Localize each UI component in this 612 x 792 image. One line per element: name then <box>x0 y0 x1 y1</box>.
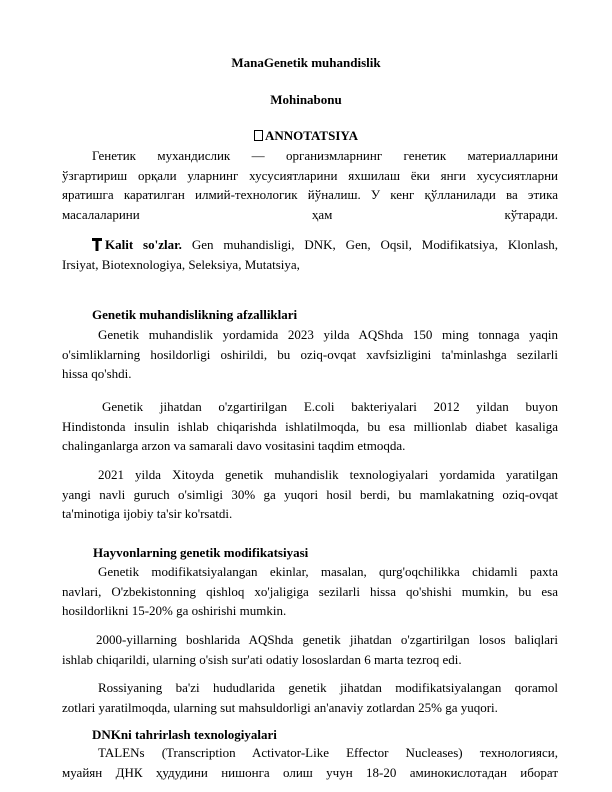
paragraph-line: hosildorlikni 15-20% ga oshirishi mumkin. <box>62 603 287 618</box>
annotation-line: Генетик мухандислик — организмларнинг генетик материалларини <box>92 148 558 163</box>
keywords-line <box>62 235 558 255</box>
keywords-line: Irsiyat, Biotexnologiya, Seleksiya, Mutatsiya, <box>62 256 300 272</box>
body-paragraph <box>62 630 558 669</box>
body-paragraph <box>62 465 558 524</box>
paragraph-line: o'simliklarning hosildorligi oshirildi, bu oziq-ovqat xavfsizligini ta'minlashga sezilarli <box>62 346 558 362</box>
paragraph-line: Hindistonda insulin ishlab chiqarishda ishlatilmoqda, bu esa millionlab diabet kasaliga <box>62 418 558 434</box>
paragraph-line: chalinganlarga arzon va samarali davo vositasini taqdim etmoqda. <box>62 438 406 453</box>
body-paragraph <box>62 397 558 456</box>
keywords-list: Gen muhandisligi, DNK, Gen, Oqsil, Modifikatsiya, Klonlash, <box>191 237 558 252</box>
keywords-paragraph <box>62 235 558 274</box>
paragraph-line: ta'minotiga ijobiy ta'sir ko'rsatdi. <box>62 506 233 521</box>
paragraph-line: zotlari yaratilmoqda, ularning sut mahsuldorligi an'anaviy zotlardan 25% ga yuqori. <box>62 699 498 715</box>
body-paragraph <box>62 743 558 782</box>
document-title: ManaGenetik muhandislik <box>231 55 381 70</box>
section-heading: Genetik muhandislikning afzalliklari <box>92 307 298 322</box>
annotation-line: ўзгартириш орқали уларнинг хусусиятларини яхшилаш ёки янги хусусиятларни <box>62 167 558 183</box>
paragraph-line: ishlab chiqarildi, ularning o'sish sur'ati odatiy lososlardan 6 marta tezroq edi. <box>62 651 462 667</box>
body-paragraph <box>62 325 558 384</box>
paragraph-line: 2000-yillarning boshlarida AQShda genetik jihatdan o'zgartirilgan losos baliqlari <box>96 632 558 647</box>
paragraph-line: navlari, O'zbekistonning qishloq xo'jaligiga sezilarli hissa qo'shishi mumkin, bu esa <box>62 583 558 599</box>
paragraph-line: Genetik jihatdan o'zgartirilgan E.coli bakteriyalari 2012 yildan buyon <box>102 399 558 414</box>
paragraph-line: hissa qo'shdi. <box>62 366 132 381</box>
paragraph-line: Rossiyaning ba'zi hududlarida genetik jihatdan modifikatsiyalangan qoramol <box>98 680 558 695</box>
paragraph-line: муайян ДНК ҳудудини нишонга олиш учун 18-20 аминокислотадан иборат <box>62 764 558 780</box>
paragraph-line: Genetik muhandislik yordamida 2023 yilda AQShda 150 ming tonnaga yaqin <box>98 327 558 342</box>
section-heading: Hayvonlarning genetik modifikatsiyasi <box>93 545 309 560</box>
document-author: Mohinabonu <box>270 92 342 107</box>
paragraph-line: TALENs (Transcription Activator-Like Effector Nucleases) технологияси, <box>98 745 558 760</box>
paragraph-line: 2021 yilda Xitoyda genetik muhandislik texnologiyalari yordamida yaratilgan <box>98 467 558 482</box>
annotation-heading-row <box>0 128 612 144</box>
body-paragraph <box>62 678 558 717</box>
paragraph-line: yangi navli guruch o'simligi 30% ga yuqori hosil berdi, bu mamlakatning oziq-ovqat <box>62 486 558 502</box>
annotation-paragraph <box>62 146 558 224</box>
section-heading: DNKni tahrirlash texnologiyalari <box>92 727 277 742</box>
annotation-heading: ANNOTATSIYA <box>265 128 358 143</box>
keywords-label: Kalit so'zlar. <box>105 237 182 252</box>
missing-glyph-icon <box>254 130 263 141</box>
key-icon <box>92 238 102 251</box>
annotation-line: масалаларини ҳам кўтаради. <box>62 206 558 222</box>
annotation-line: яратишга каратилган илмий-технологик йўналиш. У кенг қўлланилади ва этика <box>62 187 558 202</box>
paragraph-line: Genetik modifikatsiyalangan ekinlar, masalan, qurg'oqchilikka chidamli paxta <box>98 564 558 579</box>
body-paragraph <box>62 562 558 621</box>
